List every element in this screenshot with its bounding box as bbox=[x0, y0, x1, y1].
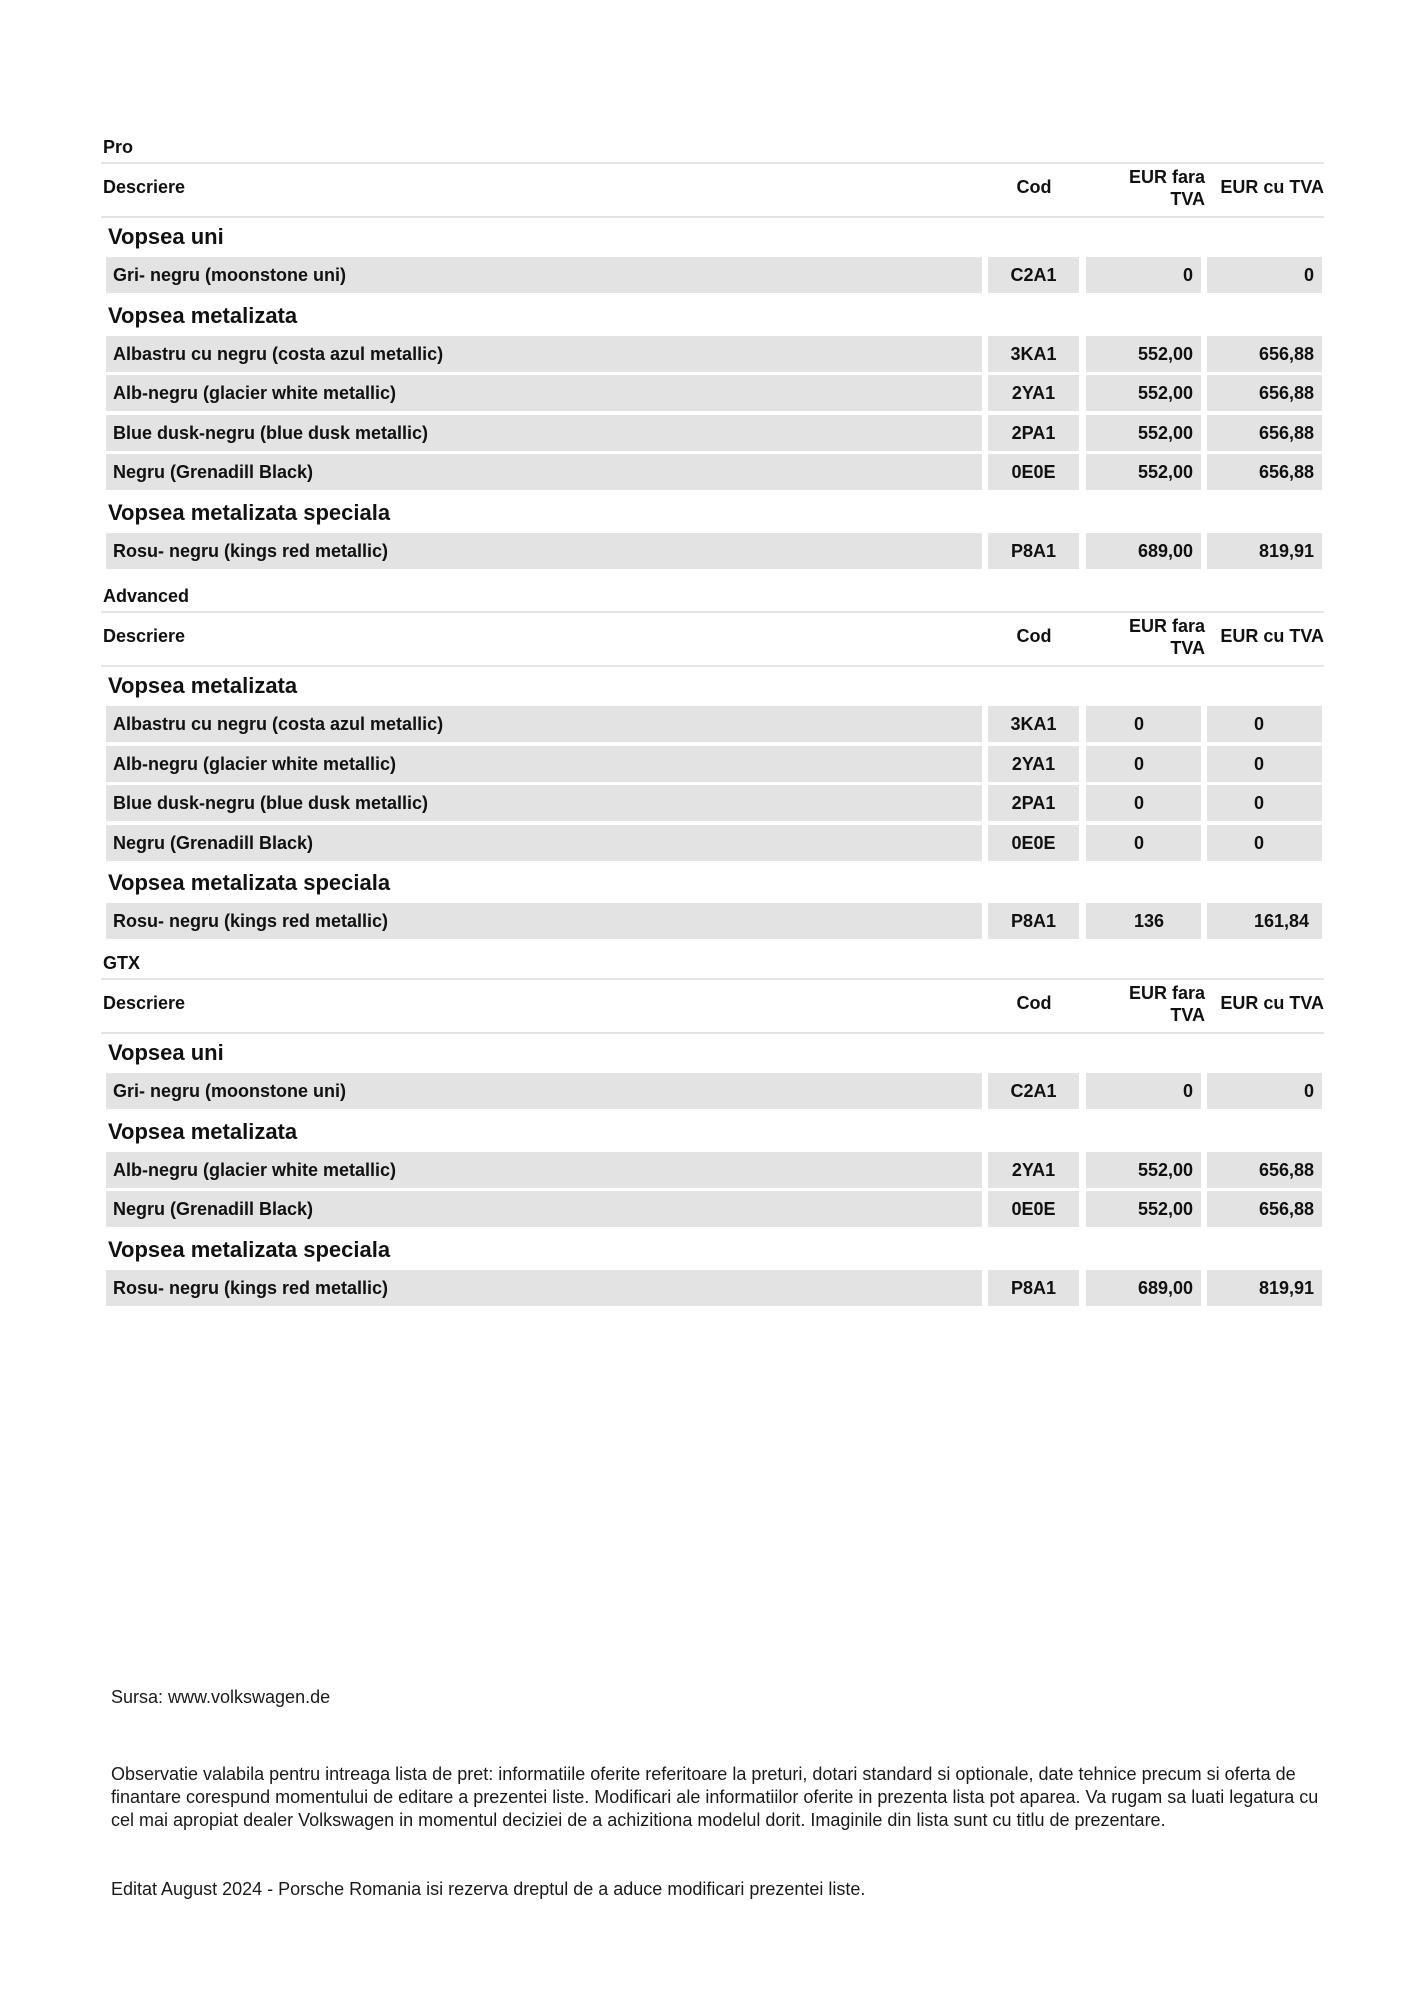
table-row bbox=[101, 533, 1324, 569]
cell-price-gross: 0 bbox=[1207, 825, 1322, 861]
cell-price-net: 552,00 bbox=[1086, 1191, 1201, 1227]
cell-code: 2PA1 bbox=[988, 415, 1079, 451]
header-description: Descriere bbox=[103, 177, 186, 197]
cell-price-gross: 0 bbox=[1207, 746, 1322, 782]
header-price-gross: EUR cu TVA bbox=[1220, 993, 1324, 1013]
disclaimer-text: Observatie valabila pentru intreaga lista de pret: informatiile oferite referitoare la preturi, dotari standard si optionale, date tehnice precum si oferta de finantare corespund momentului de editare a prezentei liste. Modificari ale informatiilor oferite in prezenta lista pot aparea. Va rugam sa luati legatura cu cel mai apropiat dealer Volkswagen in momentul deciziei de a achizitiona modelul dorit. Imaginile din lista sunt cu titlu de prezentare. bbox=[111, 1764, 1319, 1830]
cell-price-net: 552,00 bbox=[1086, 454, 1201, 490]
cell-description: Rosu- negru (kings red metallic) bbox=[106, 533, 982, 569]
cell-price-gross: 819,91 bbox=[1207, 533, 1322, 569]
cell-price-net: 0 bbox=[1086, 257, 1201, 293]
cell-description: Blue dusk-negru (blue dusk metallic) bbox=[106, 785, 982, 821]
cell-code: 0E0E bbox=[988, 454, 1079, 490]
cell-price-net: 552,00 bbox=[1086, 375, 1201, 411]
cell-price-net: 0 bbox=[1086, 1073, 1201, 1109]
cell-description: Gri- negru (moonstone uni) bbox=[106, 1073, 982, 1109]
cell-price-gross: 0 bbox=[1207, 706, 1322, 742]
table-header bbox=[101, 978, 1324, 1034]
cell-price-net: 552,00 bbox=[1086, 336, 1201, 372]
header-price-net bbox=[1101, 982, 1205, 1026]
cell-code: P8A1 bbox=[988, 1270, 1079, 1306]
cell-description: Alb-negru (glacier white metallic) bbox=[106, 1152, 982, 1188]
table-row bbox=[101, 1191, 1324, 1227]
cell-description: Alb-negru (glacier white metallic) bbox=[106, 746, 982, 782]
cell-code: 2YA1 bbox=[988, 746, 1079, 782]
cell-description: Alb-negru (glacier white metallic) bbox=[106, 375, 982, 411]
cell-code: P8A1 bbox=[988, 903, 1079, 939]
table-row bbox=[101, 746, 1324, 782]
header-price-net-line2: TVA bbox=[1170, 1005, 1205, 1025]
cell-code: 2PA1 bbox=[988, 785, 1079, 821]
cell-description: Rosu- negru (kings red metallic) bbox=[106, 903, 982, 939]
cell-description: Albastru cu negru (costa azul metallic) bbox=[106, 706, 982, 742]
cell-code: 0E0E bbox=[988, 1191, 1079, 1227]
cell-price-gross: 656,88 bbox=[1207, 336, 1322, 372]
table-row bbox=[101, 785, 1324, 821]
group-heading: Vopsea metalizata bbox=[108, 1118, 298, 1144]
header-description: Descriere bbox=[103, 993, 186, 1013]
group-heading: Vopsea metalizata bbox=[108, 302, 298, 328]
group-heading: Vopsea uni bbox=[108, 1040, 224, 1065]
table-row bbox=[101, 1073, 1324, 1109]
group-heading: Vopsea metalizata bbox=[108, 673, 298, 698]
group-heading: Vopsea metalizata speciala bbox=[108, 1236, 391, 1262]
cell-price-gross: 0 bbox=[1207, 1073, 1322, 1109]
cell-price-net: 552,00 bbox=[1086, 1152, 1201, 1188]
header-price-net-line2: TVA bbox=[1170, 638, 1205, 658]
header-description: Descriere bbox=[103, 626, 186, 646]
header-price-net bbox=[1101, 166, 1205, 210]
edit-note: Editat August 2024 - Porsche Romania isi rezerva dreptul de a aduce modificari prezentei liste. bbox=[111, 1879, 866, 1899]
cell-description: Rosu- negru (kings red metallic) bbox=[106, 1270, 982, 1306]
header-code: Cod bbox=[1016, 626, 1052, 646]
table-header bbox=[101, 611, 1324, 667]
cell-code: P8A1 bbox=[988, 533, 1079, 569]
cell-price-gross: 161,84 bbox=[1207, 903, 1322, 939]
group-heading: Vopsea uni bbox=[108, 224, 224, 249]
header-price-net-line2: TVA bbox=[1170, 189, 1205, 209]
header-price-net-line1: EUR fara bbox=[1128, 167, 1205, 187]
cell-price-net: 552,00 bbox=[1086, 415, 1201, 451]
cell-description: Negru (Grenadill Black) bbox=[106, 1191, 982, 1227]
section-title: GTX bbox=[103, 953, 141, 973]
cell-price-net: 689,00 bbox=[1086, 1270, 1201, 1306]
header-price-gross: EUR cu TVA bbox=[1220, 626, 1324, 646]
table-row bbox=[101, 825, 1324, 861]
cell-description: Albastru cu negru (costa azul metallic) bbox=[106, 336, 982, 372]
table-row bbox=[101, 706, 1324, 742]
table-row bbox=[101, 1270, 1324, 1306]
header-price-net-line1: EUR fara bbox=[1128, 983, 1205, 1003]
header-code: Cod bbox=[1016, 993, 1052, 1013]
cell-price-gross: 819,91 bbox=[1207, 1270, 1322, 1306]
header-price-gross: EUR cu TVA bbox=[1220, 177, 1324, 197]
cell-price-gross: 656,88 bbox=[1207, 1152, 1322, 1188]
cell-description: Negru (Grenadill Black) bbox=[106, 825, 982, 861]
cell-price-net: 0 bbox=[1086, 825, 1201, 861]
cell-price-net: 689,00 bbox=[1086, 533, 1201, 569]
cell-code: 3KA1 bbox=[988, 336, 1079, 372]
table-row bbox=[101, 336, 1324, 372]
cell-code: C2A1 bbox=[988, 257, 1079, 293]
cell-price-gross: 0 bbox=[1207, 257, 1322, 293]
cell-price-gross: 656,88 bbox=[1207, 454, 1322, 490]
header-code: Cod bbox=[1016, 177, 1052, 197]
cell-price-net: 0 bbox=[1086, 785, 1201, 821]
table-row bbox=[101, 375, 1324, 411]
cell-price-net: 0 bbox=[1086, 746, 1201, 782]
cell-code: 0E0E bbox=[988, 825, 1079, 861]
cell-price-gross: 0 bbox=[1207, 785, 1322, 821]
cell-description: Gri- negru (moonstone uni) bbox=[106, 257, 982, 293]
header-price-net bbox=[1101, 615, 1205, 659]
section-title: Pro bbox=[103, 137, 134, 157]
cell-code: 2YA1 bbox=[988, 375, 1079, 411]
section-title: Advanced bbox=[103, 586, 190, 606]
cell-price-gross: 656,88 bbox=[1207, 375, 1322, 411]
group-heading: Vopsea metalizata speciala bbox=[108, 870, 391, 895]
cell-price-net: 0 bbox=[1086, 706, 1201, 742]
cell-price-gross: 656,88 bbox=[1207, 1191, 1322, 1227]
table-row bbox=[101, 903, 1324, 939]
cell-code: 3KA1 bbox=[988, 706, 1079, 742]
cell-price-net: 136 bbox=[1086, 903, 1201, 939]
cell-description: Blue dusk-negru (blue dusk metallic) bbox=[106, 415, 982, 451]
cell-description: Negru (Grenadill Black) bbox=[106, 454, 982, 490]
table-row bbox=[101, 454, 1324, 490]
cell-price-gross: 656,88 bbox=[1207, 415, 1322, 451]
cell-code: C2A1 bbox=[988, 1073, 1079, 1109]
source-note: Sursa: www.volkswagen.de bbox=[111, 1687, 331, 1707]
table-row bbox=[101, 1152, 1324, 1188]
table-row bbox=[101, 415, 1324, 451]
cell-code: 2YA1 bbox=[988, 1152, 1079, 1188]
table-header bbox=[101, 162, 1324, 218]
header-price-net-line1: EUR fara bbox=[1128, 616, 1205, 636]
group-heading: Vopsea metalizata speciala bbox=[108, 499, 391, 525]
table-row bbox=[101, 257, 1324, 293]
